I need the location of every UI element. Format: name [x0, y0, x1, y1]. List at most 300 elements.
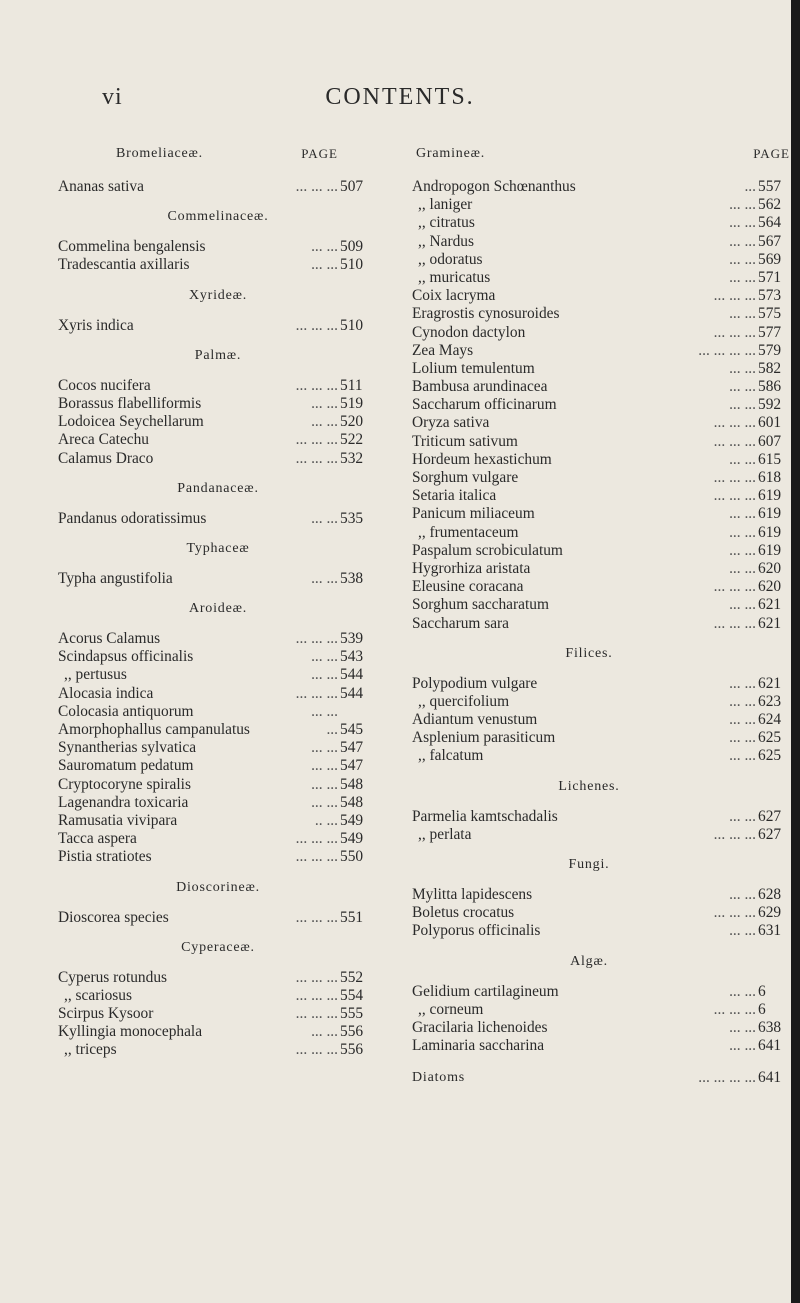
index-entry — [412, 251, 796, 269]
entry-page-number: 631 — [758, 922, 782, 940]
entry-page-number: 623 — [758, 692, 782, 710]
entry-page-number: 641 — [758, 1037, 782, 1055]
leader-dots: .. ... — [314, 811, 338, 829]
leader-dots: ... ... ... — [295, 1041, 338, 1059]
entry-name: Asplenium parasiticum — [412, 729, 556, 747]
index-entry — [58, 685, 378, 703]
entry-page-number: 6 — [758, 982, 766, 1000]
entry-page-number: 625 — [758, 747, 782, 765]
entry-page-number: 510 — [340, 316, 364, 334]
section-heading: Filices. — [565, 645, 613, 661]
index-entry — [58, 1005, 378, 1023]
index-entry — [412, 451, 796, 469]
entry-name: Calamus Draco — [58, 449, 154, 467]
index-entry — [412, 1069, 796, 1087]
entry-name: Colocasia antiquorum — [58, 702, 194, 720]
index-entry — [58, 1023, 378, 1041]
entry-name: Hordeum hexastichum — [412, 450, 552, 468]
entry-page-number: 556 — [340, 1023, 364, 1041]
leader-dots: ... ... ... — [713, 487, 756, 505]
leader-dots: ... ... — [311, 739, 338, 757]
entry-page-number: 545 — [340, 721, 364, 738]
index-entry — [58, 909, 378, 927]
leader-dots: ... ... ... — [713, 578, 756, 596]
entry-page-number: 607 — [758, 432, 782, 450]
leader-dots: ... ... — [311, 569, 338, 587]
entry-name: Sorghum saccharatum — [412, 596, 549, 614]
leader-dots: ... ... ... ... — [698, 341, 756, 359]
page-label: PAGE — [753, 146, 790, 161]
entry-name: Andropogon Schœnanthus — [412, 178, 576, 195]
leader-dots: ... ... — [729, 1018, 756, 1036]
leader-dots: ... ... — [729, 196, 756, 214]
entry-name: Synantherias sylvatica — [58, 739, 197, 757]
entry-name: Lolium temulentum — [412, 359, 535, 377]
entry-page-number: 550 — [340, 848, 364, 866]
entry-page-number: 621 — [758, 596, 782, 614]
index-entry — [412, 378, 796, 396]
leader-dots: ... ... ... — [713, 1000, 756, 1018]
index-entry — [58, 256, 378, 274]
entry-name: Saccharum officinarum — [412, 396, 557, 414]
index-entry — [58, 413, 378, 431]
entry-name: ,, Nardus — [418, 232, 474, 250]
entry-name: ,, odoratus — [418, 250, 483, 268]
spacer — [412, 1055, 796, 1069]
section-heading: Xyrideæ. — [188, 287, 248, 303]
leader-dots: ... ... — [729, 378, 756, 396]
entry-page-number: 507 — [340, 178, 364, 195]
index-entry — [412, 360, 796, 378]
entry-page-number: 579 — [758, 341, 782, 359]
section-heading: Commelinaceæ. — [167, 209, 269, 225]
leader-dots: ... ... ... — [295, 908, 338, 926]
index-entry — [412, 505, 796, 523]
entry-page-number: 571 — [758, 268, 782, 286]
index-entry — [412, 615, 796, 633]
index-entry — [58, 812, 378, 830]
index-entry — [412, 542, 796, 560]
entry-name: Areca Catechu — [58, 431, 150, 449]
entry-page-number: 601 — [758, 414, 782, 432]
left-column-header — [58, 146, 378, 178]
leader-dots: ... ... ... — [295, 986, 338, 1004]
index-entry — [58, 1041, 378, 1059]
leader-dots: ... ... ... — [295, 376, 338, 394]
leader-dots: ... ... — [729, 729, 756, 747]
leader-dots: ... ... — [729, 1037, 756, 1055]
entry-page-number: 621 — [758, 674, 782, 692]
entry-name: Tradescantia axillaris — [58, 256, 190, 274]
leader-dots: ... ... — [729, 692, 756, 710]
left-column — [58, 146, 378, 1060]
leader-dots: ... ... — [729, 305, 756, 323]
entry-name: ,, quercifolium — [418, 692, 510, 710]
section-heading: Palmæ. — [194, 347, 242, 363]
index-entry — [58, 450, 378, 468]
index-entry — [412, 675, 796, 693]
entry-name: Setaria italica — [412, 487, 497, 505]
leader-dots: ... ... — [311, 413, 338, 431]
index-entry — [412, 560, 796, 578]
leader-dots: ... — [744, 178, 756, 195]
entry-page-number: 549 — [340, 811, 364, 829]
entry-name: ,, perlata — [418, 825, 472, 843]
entry-page-number: 557 — [758, 178, 782, 195]
leader-dots: ... ... ... — [713, 432, 756, 450]
leader-dots: ... ... — [311, 793, 338, 811]
entry-page-number: 519 — [340, 394, 364, 412]
leader-dots: ... ... ... — [713, 614, 756, 632]
index-entry — [412, 487, 796, 505]
index-entry — [58, 757, 378, 775]
entry-page-number: 615 — [758, 450, 782, 468]
index-entry — [412, 904, 796, 922]
leader-dots: ... ... ... — [713, 287, 756, 305]
index-entry — [58, 395, 378, 413]
index-entry — [412, 693, 796, 711]
entry-page-number: 620 — [758, 559, 782, 577]
leader-dots: ... ... — [729, 674, 756, 692]
section-heading: Dioscorineæ. — [176, 879, 260, 895]
entry-name: Zea Mays — [412, 341, 474, 359]
leader-dots: ... ... — [729, 886, 756, 903]
index-entry — [412, 886, 796, 904]
entry-name: Ramusatia vivipara — [58, 811, 178, 829]
entry-name: Laminaria saccharina — [412, 1037, 545, 1055]
entry-page-number: 547 — [340, 757, 364, 775]
leader-dots: ... ... — [729, 396, 756, 414]
index-entry — [412, 1019, 796, 1037]
index-entry — [412, 1001, 796, 1019]
index-entry — [412, 214, 796, 232]
entry-name: Amorphophallus campanulatus — [58, 721, 250, 738]
section-heading: Cyperaceæ. — [181, 939, 255, 955]
entry-page-number: 625 — [758, 729, 782, 747]
entry-page-number: 562 — [758, 196, 782, 214]
entry-name: Oryza sativa — [412, 414, 490, 432]
leader-dots: ... ... — [729, 922, 756, 940]
index-entry — [412, 578, 796, 596]
entry-page-number: 511 — [340, 376, 363, 394]
entry-name: Scirpus Kysoor — [58, 1005, 154, 1023]
index-entry — [58, 431, 378, 449]
index-entry — [412, 396, 796, 414]
entry-name: Paspalum scrobiculatum — [412, 541, 563, 559]
index-entry — [412, 983, 796, 1001]
index-entry — [58, 703, 378, 721]
entry-name: Sauromatum pedatum — [58, 757, 194, 775]
index-entry — [412, 469, 796, 487]
entry-name: Adiantum venustum — [412, 711, 538, 729]
index-entry — [58, 739, 378, 757]
index-entry — [58, 317, 378, 335]
entry-page-number: 554 — [340, 986, 364, 1004]
entry-page-number: 548 — [340, 775, 364, 793]
entry-page-number: 6 — [758, 1000, 766, 1018]
entry-page-number: 544 — [340, 684, 364, 702]
entry-page-number: 573 — [758, 287, 782, 305]
entry-name: Eleusine coracana — [412, 578, 524, 596]
leader-dots: ... ... — [729, 359, 756, 377]
index-entry — [58, 666, 378, 684]
leader-dots: ... ... ... — [713, 323, 756, 341]
entry-page-number: 532 — [340, 449, 364, 467]
index-entry — [412, 287, 796, 305]
leader-dots: ... ... — [729, 268, 756, 286]
page-edge-shadow — [791, 0, 800, 1303]
leader-dots: ... ... ... — [295, 630, 338, 648]
index-entry — [58, 987, 378, 1005]
entry-name: ,, triceps — [64, 1041, 117, 1059]
entry-page-number: 619 — [758, 487, 782, 505]
entry-name: Cynodon dactylon — [412, 323, 526, 341]
leader-dots: ... ... — [729, 596, 756, 614]
section-heading: Diatoms — [412, 1070, 466, 1086]
entry-name: Lodoicea Seychellarum — [58, 413, 204, 431]
entry-page-number: 628 — [758, 886, 782, 903]
leader-dots: ... ... ... — [713, 825, 756, 843]
leader-dots: ... ... — [729, 807, 756, 825]
entry-page-number: 627 — [758, 825, 782, 843]
entry-page-number: 586 — [758, 378, 782, 396]
entry-page-number: 620 — [758, 578, 782, 596]
index-entry — [58, 648, 378, 666]
entry-page-number: 592 — [758, 396, 782, 414]
entry-page-number: 547 — [340, 739, 364, 757]
leader-dots: ... ... — [729, 711, 756, 729]
entry-name: Scindapsus officinalis — [58, 648, 194, 666]
entry-page-number: 535 — [340, 509, 364, 527]
entry-page-number: 548 — [340, 793, 364, 811]
page-number: vi — [102, 84, 123, 110]
entry-page-number: 543 — [340, 648, 364, 666]
entry-page-number: 638 — [758, 1018, 782, 1036]
entry-name: Alocasia indica — [58, 684, 154, 702]
section-heading: Typhaceæ — [186, 540, 250, 556]
index-entry — [58, 848, 378, 866]
leader-dots: ... ... — [311, 256, 338, 274]
leader-dots: ... ... — [729, 232, 756, 250]
entry-name: Typha angustifolia — [58, 569, 173, 587]
right-column — [412, 146, 796, 1088]
leader-dots: ... ... ... — [295, 684, 338, 702]
entry-page-number: 522 — [340, 431, 364, 449]
entry-page-number: 619 — [758, 505, 782, 523]
leader-dots: ... ... ... — [295, 449, 338, 467]
leader-dots: ... ... — [311, 757, 338, 775]
entry-page-number: 539 — [340, 630, 364, 648]
index-entry — [58, 721, 378, 739]
section-heading: Algæ. — [570, 953, 608, 969]
entry-page-number: 624 — [758, 711, 782, 729]
entry-name: Bambusa arundinacea — [412, 378, 548, 396]
entry-name: Sorghum vulgare — [412, 469, 519, 486]
section-heading: Fungi. — [568, 857, 610, 872]
section-heading: Aroideæ. — [188, 601, 248, 617]
entry-page-number: 520 — [340, 413, 364, 431]
index-entry — [58, 510, 378, 528]
family-heading: Gramineæ. — [416, 146, 486, 161]
index-entry — [412, 729, 796, 747]
entry-page-number: 556 — [340, 1041, 364, 1059]
entry-name: Panicum miliaceum — [412, 505, 535, 523]
entry-name: Pandanus odoratissimus — [58, 509, 207, 527]
leader-dots: ... ... — [729, 541, 756, 559]
entry-name: Ananas sativa — [58, 178, 144, 195]
leader-dots: ... ... ... — [295, 431, 338, 449]
index-entry — [412, 524, 796, 542]
entry-page-number: 538 — [340, 569, 364, 587]
entry-name: Cocos nucifera — [58, 376, 151, 394]
index-entry — [412, 747, 796, 765]
leader-dots: ... ... ... — [295, 1005, 338, 1023]
index-entry — [412, 342, 796, 360]
leader-dots: ... ... ... — [295, 830, 338, 848]
entry-page-number: 567 — [758, 232, 782, 250]
entry-name: ,, muricatus — [418, 268, 491, 286]
leader-dots: ... ... — [729, 982, 756, 1000]
leader-dots: ... ... — [311, 394, 338, 412]
entry-name: Xyris indica — [58, 316, 134, 334]
leader-dots: ... ... — [729, 214, 756, 232]
entry-page-number: 510 — [340, 256, 364, 274]
entry-page-number: 641 — [758, 1069, 782, 1087]
leader-dots: ... — [326, 721, 338, 738]
entry-name: Cyperus rotundus — [58, 968, 168, 986]
entry-name: Commelina bengalensis — [58, 238, 206, 256]
index-entry — [412, 433, 796, 451]
leader-dots: ... ... — [311, 702, 338, 720]
leader-dots: ... ... — [729, 250, 756, 268]
entry-name: ,, citratus — [418, 214, 475, 232]
index-entry — [58, 238, 378, 256]
entry-name: Mylitta lapidescens — [412, 886, 533, 903]
entry-page-number: 627 — [758, 807, 782, 825]
index-entry — [412, 414, 796, 432]
entry-page-number: 564 — [758, 214, 782, 232]
entry-name: Kyllingia monocephala — [58, 1023, 203, 1041]
entry-name: Acorus Calamus — [58, 630, 161, 648]
entry-name: Dioscorea species — [58, 908, 169, 926]
entry-page-number: 544 — [340, 666, 364, 684]
entry-name: Eragrostis cynosuroides — [412, 305, 560, 323]
entry-name: Hygrorhiza aristata — [412, 559, 531, 577]
entry-page-number: 549 — [340, 830, 364, 848]
entry-page-number: 619 — [758, 541, 782, 559]
page-header — [0, 84, 800, 114]
index-entry — [412, 1037, 796, 1055]
entry-page-number: 577 — [758, 323, 782, 341]
entry-name: Pistia stratiotes — [58, 848, 152, 866]
entry-page-number: 619 — [758, 523, 782, 541]
entry-page-number: 552 — [340, 968, 364, 986]
entry-name: ,, corneum — [418, 1000, 484, 1018]
index-entry — [412, 808, 796, 826]
page-title: CONTENTS. — [325, 84, 475, 110]
section-heading: Pandanaceæ. — [177, 480, 259, 496]
leader-dots: ... ... ... — [295, 178, 338, 195]
entry-name: ,, laniger — [418, 196, 473, 214]
entry-page-number: 621 — [758, 614, 782, 632]
entry-page-number: 551 — [340, 908, 364, 926]
index-entry — [412, 305, 796, 323]
index-entry — [58, 776, 378, 794]
entry-name: Boletus crocatus — [412, 904, 515, 922]
entry-page-number: 575 — [758, 305, 782, 323]
entry-name: ,, scariosus — [64, 986, 132, 1004]
entry-name: Coix lacryma — [412, 287, 496, 305]
index-entry — [412, 233, 796, 251]
entry-name: Gracilaria lichenoides — [412, 1018, 548, 1036]
leader-dots: ... ... — [729, 450, 756, 468]
index-entry — [412, 711, 796, 729]
leader-dots: ... ... ... — [713, 904, 756, 922]
entry-name: Cryptocoryne spiralis — [58, 775, 191, 793]
entry-name: Polypodium vulgare — [412, 674, 538, 692]
entry-name: Lagenandra toxicaria — [58, 793, 189, 811]
index-entry — [58, 830, 378, 848]
entry-name: ,, pertusus — [64, 666, 127, 684]
entry-page-number: 629 — [758, 904, 782, 922]
entry-name: Polyporus officinalis — [412, 922, 541, 940]
entry-page-number: 618 — [758, 469, 782, 486]
index-entry — [412, 324, 796, 342]
entry-name: Tacca aspera — [58, 830, 137, 848]
entry-name: Parmelia kamtschadalis — [412, 807, 558, 825]
index-entry — [58, 570, 378, 588]
leader-dots: ... ... ... — [713, 414, 756, 432]
family-heading: Bromeliaceæ. — [116, 146, 203, 161]
entry-page-number: 582 — [758, 359, 782, 377]
index-entry — [58, 969, 378, 987]
leader-dots: ... ... ... — [295, 848, 338, 866]
leader-dots: ... ... — [311, 1023, 338, 1041]
entry-name: Borassus flabelliformis — [58, 394, 202, 412]
leader-dots: ... ... ... — [295, 968, 338, 986]
page-label: PAGE — [301, 146, 338, 161]
leader-dots: ... ... — [311, 775, 338, 793]
leader-dots: ... ... ... — [713, 469, 756, 486]
right-column-header — [412, 146, 796, 178]
entry-name: Gelidium cartilagineum — [412, 982, 559, 1000]
section-heading: Lichenes. — [558, 778, 620, 794]
entry-page-number: 555 — [340, 1005, 364, 1023]
leader-dots: ... ... — [729, 747, 756, 765]
index-entry — [58, 178, 378, 196]
leader-dots: ... ... — [729, 523, 756, 541]
index-entry — [58, 377, 378, 395]
entry-name: ,, frumentaceum — [418, 523, 519, 541]
index-entry — [412, 196, 796, 214]
leader-dots: ... ... — [729, 505, 756, 523]
leader-dots: ... ... — [311, 509, 338, 527]
index-entry — [58, 630, 378, 648]
leader-dots: ... ... — [311, 666, 338, 684]
leader-dots: ... ... — [311, 648, 338, 666]
entry-name: Triticum sativum — [412, 432, 518, 450]
leader-dots: ... ... — [311, 238, 338, 256]
entry-name: Saccharum sara — [412, 614, 509, 632]
index-entry — [412, 178, 796, 196]
index-entry — [412, 826, 796, 844]
entry-page-number: 509 — [340, 238, 364, 256]
index-entry — [412, 269, 796, 287]
index-entry — [412, 596, 796, 614]
entry-page-number: 569 — [758, 250, 782, 268]
leader-dots: ... ... ... ... — [698, 1069, 756, 1087]
leader-dots: ... ... ... — [295, 316, 338, 334]
